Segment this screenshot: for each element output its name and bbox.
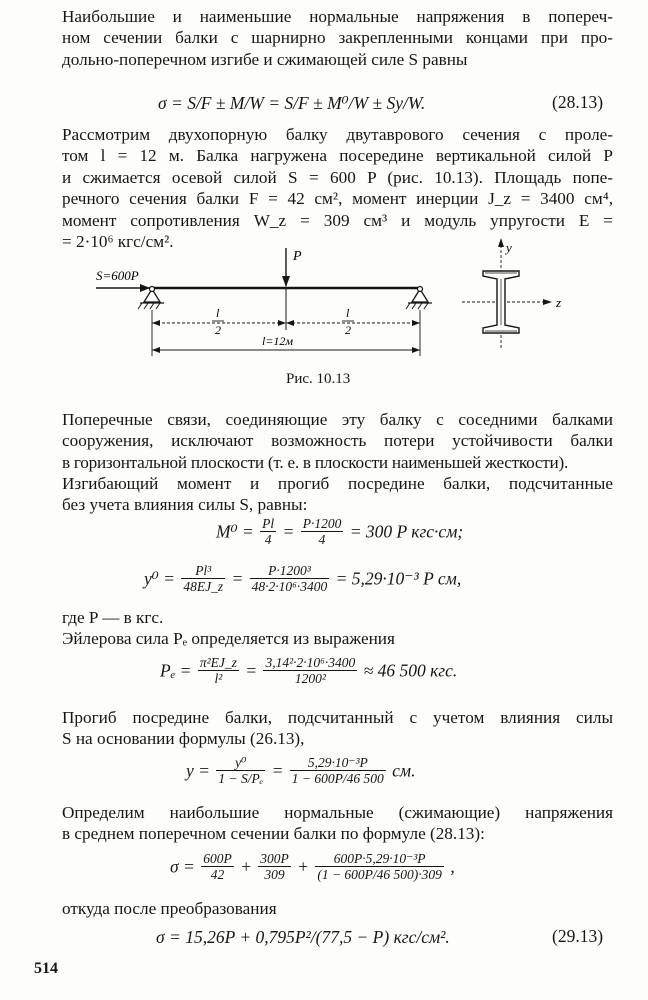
label-l-half-left-den: 2 <box>215 323 221 337</box>
paragraph-deflection-with-force <box>62 707 613 750</box>
paragraph-moment-deflection <box>62 473 613 516</box>
text-line: момент сопротивления W_z = 309 см³ и модуль упругости E = <box>62 210 613 230</box>
axial-force-arrowhead <box>140 284 150 292</box>
formula-stress: σ = $\frac{600P}{42}$ + $\frac{300P}{309}$ + $\frac{\text{600P·5,29·10⁻³P}}{(1 - 600P/46 500)\cdot 309}$ , <box>170 851 455 882</box>
text-line: где P — в кгс. <box>62 608 164 627</box>
text-line: речного сечения балки F = 42 см², момент инерции J_z = 3400 см⁴, <box>62 189 613 209</box>
paragraph-max-stress <box>62 802 613 845</box>
label-y-axis: y <box>506 240 512 255</box>
text-line: ном сечении балки с шарнирно закрепленными концами при про- <box>62 28 613 48</box>
page-number: 514 <box>34 960 58 977</box>
formula-29-13: σ = 15,26P + 0,795P²/(77,5 − P) кгс/см². <box>156 927 450 947</box>
text-line: откуда после преобразования <box>62 899 277 918</box>
text-line: Эйлерова сила Pₑ определяется из выражения <box>62 629 395 648</box>
text-line: Прогиб посредине балки, подсчитанный с учетом влияния силы <box>62 708 613 727</box>
text-line: без учета влияния силы S, равны: <box>62 495 308 515</box>
formula-28-13: σ = S/F ± M/W = S/F ± M⁰/W ± Sy/W. <box>158 93 426 113</box>
figure-10-13 <box>90 238 570 370</box>
label-P: P <box>293 249 302 264</box>
formula-deflection-amplified: y = $\frac{\text{y⁰}}{\text{1 − S/Pₑ}}$ = $\frac{\text{5,29·10⁻³P}}{1 - 600P/46 500}$ см. <box>186 755 416 786</box>
paragraph-beam-description <box>62 124 613 252</box>
label-z-axis: z <box>556 295 562 310</box>
formula-moment: M⁰ = $\frac{Pl}{4}$ = $\frac{P\cdot 1200}{4}$ = 300 P кгс·см; <box>216 516 464 547</box>
label-l-half-right-den: 2 <box>345 323 351 337</box>
figure-caption: Рис. 10.13 <box>286 371 351 387</box>
formula-euler-force: Pₑ = $\frac{\text{π²EJ\_z}}{\text{l²}}$ = $\frac{\text{3,14²·2·10⁶·3400}}{\text{1200²}}$ ≈ 46 500 кгс. <box>160 655 458 686</box>
equation-number: (28.13) <box>552 92 604 112</box>
i-beam-section <box>462 240 545 350</box>
text-line: Наибольшие и наименьшие нормальные напряжения в попереч- <box>62 7 613 26</box>
text-line: Изгибающий момент и прогиб посредине балки, подсчитанные <box>62 474 613 493</box>
label-l-half-left-num: l <box>216 306 220 320</box>
text-line: том l = 12 м. Балка нагружена посередине вертикальной силой P <box>62 146 613 166</box>
text-line: Рассмотрим двухопорную балку двутаврового сечения с проле- <box>62 125 613 144</box>
paragraph-lateral-bracing <box>62 409 613 473</box>
text-line: сооружения, исключают возможность потери устойчивости балки <box>62 431 613 451</box>
label-span: l=12м <box>262 334 294 348</box>
paragraph-units <box>62 607 613 628</box>
text-line: Определим наибольшие нормальные (сжимающие) напряжения <box>62 803 613 822</box>
label-l-half-right-num: l <box>346 306 350 320</box>
text-line: в горизонтальной плоскости (т. е. в плоскости наименьшей жесткости). <box>62 452 569 472</box>
paragraph-euler <box>62 628 613 649</box>
paragraph-after-transform <box>62 898 613 919</box>
text-line: и сжимается осевой силой S = 600 P (рис. 10.13). Площадь попе- <box>62 167 613 187</box>
text-line: = 2·10⁶ кгс/см². <box>62 232 174 252</box>
label-S: S=600P <box>96 268 139 283</box>
formula-deflection: y⁰ = $\frac{\text{Pl³}}{48EJ\_z}$ = $\frac{\text{P·1200³}}{\text{48·2·10⁶·3400}}$ = 5,29·10⁻³ P см, <box>144 563 462 594</box>
equation-number: (29.13) <box>552 926 604 946</box>
text-line: Поперечные связи, соединяющие эту балку с соседними балками <box>62 410 613 429</box>
text-line: S на основании формулы (26.13), <box>62 729 305 749</box>
paragraph-intro <box>62 6 613 70</box>
text-line: дольно-поперечном изгибе и сжимающей силе S равны <box>62 49 468 69</box>
text-line: в среднем поперечном сечении балки по формуле (28.13): <box>62 824 485 844</box>
